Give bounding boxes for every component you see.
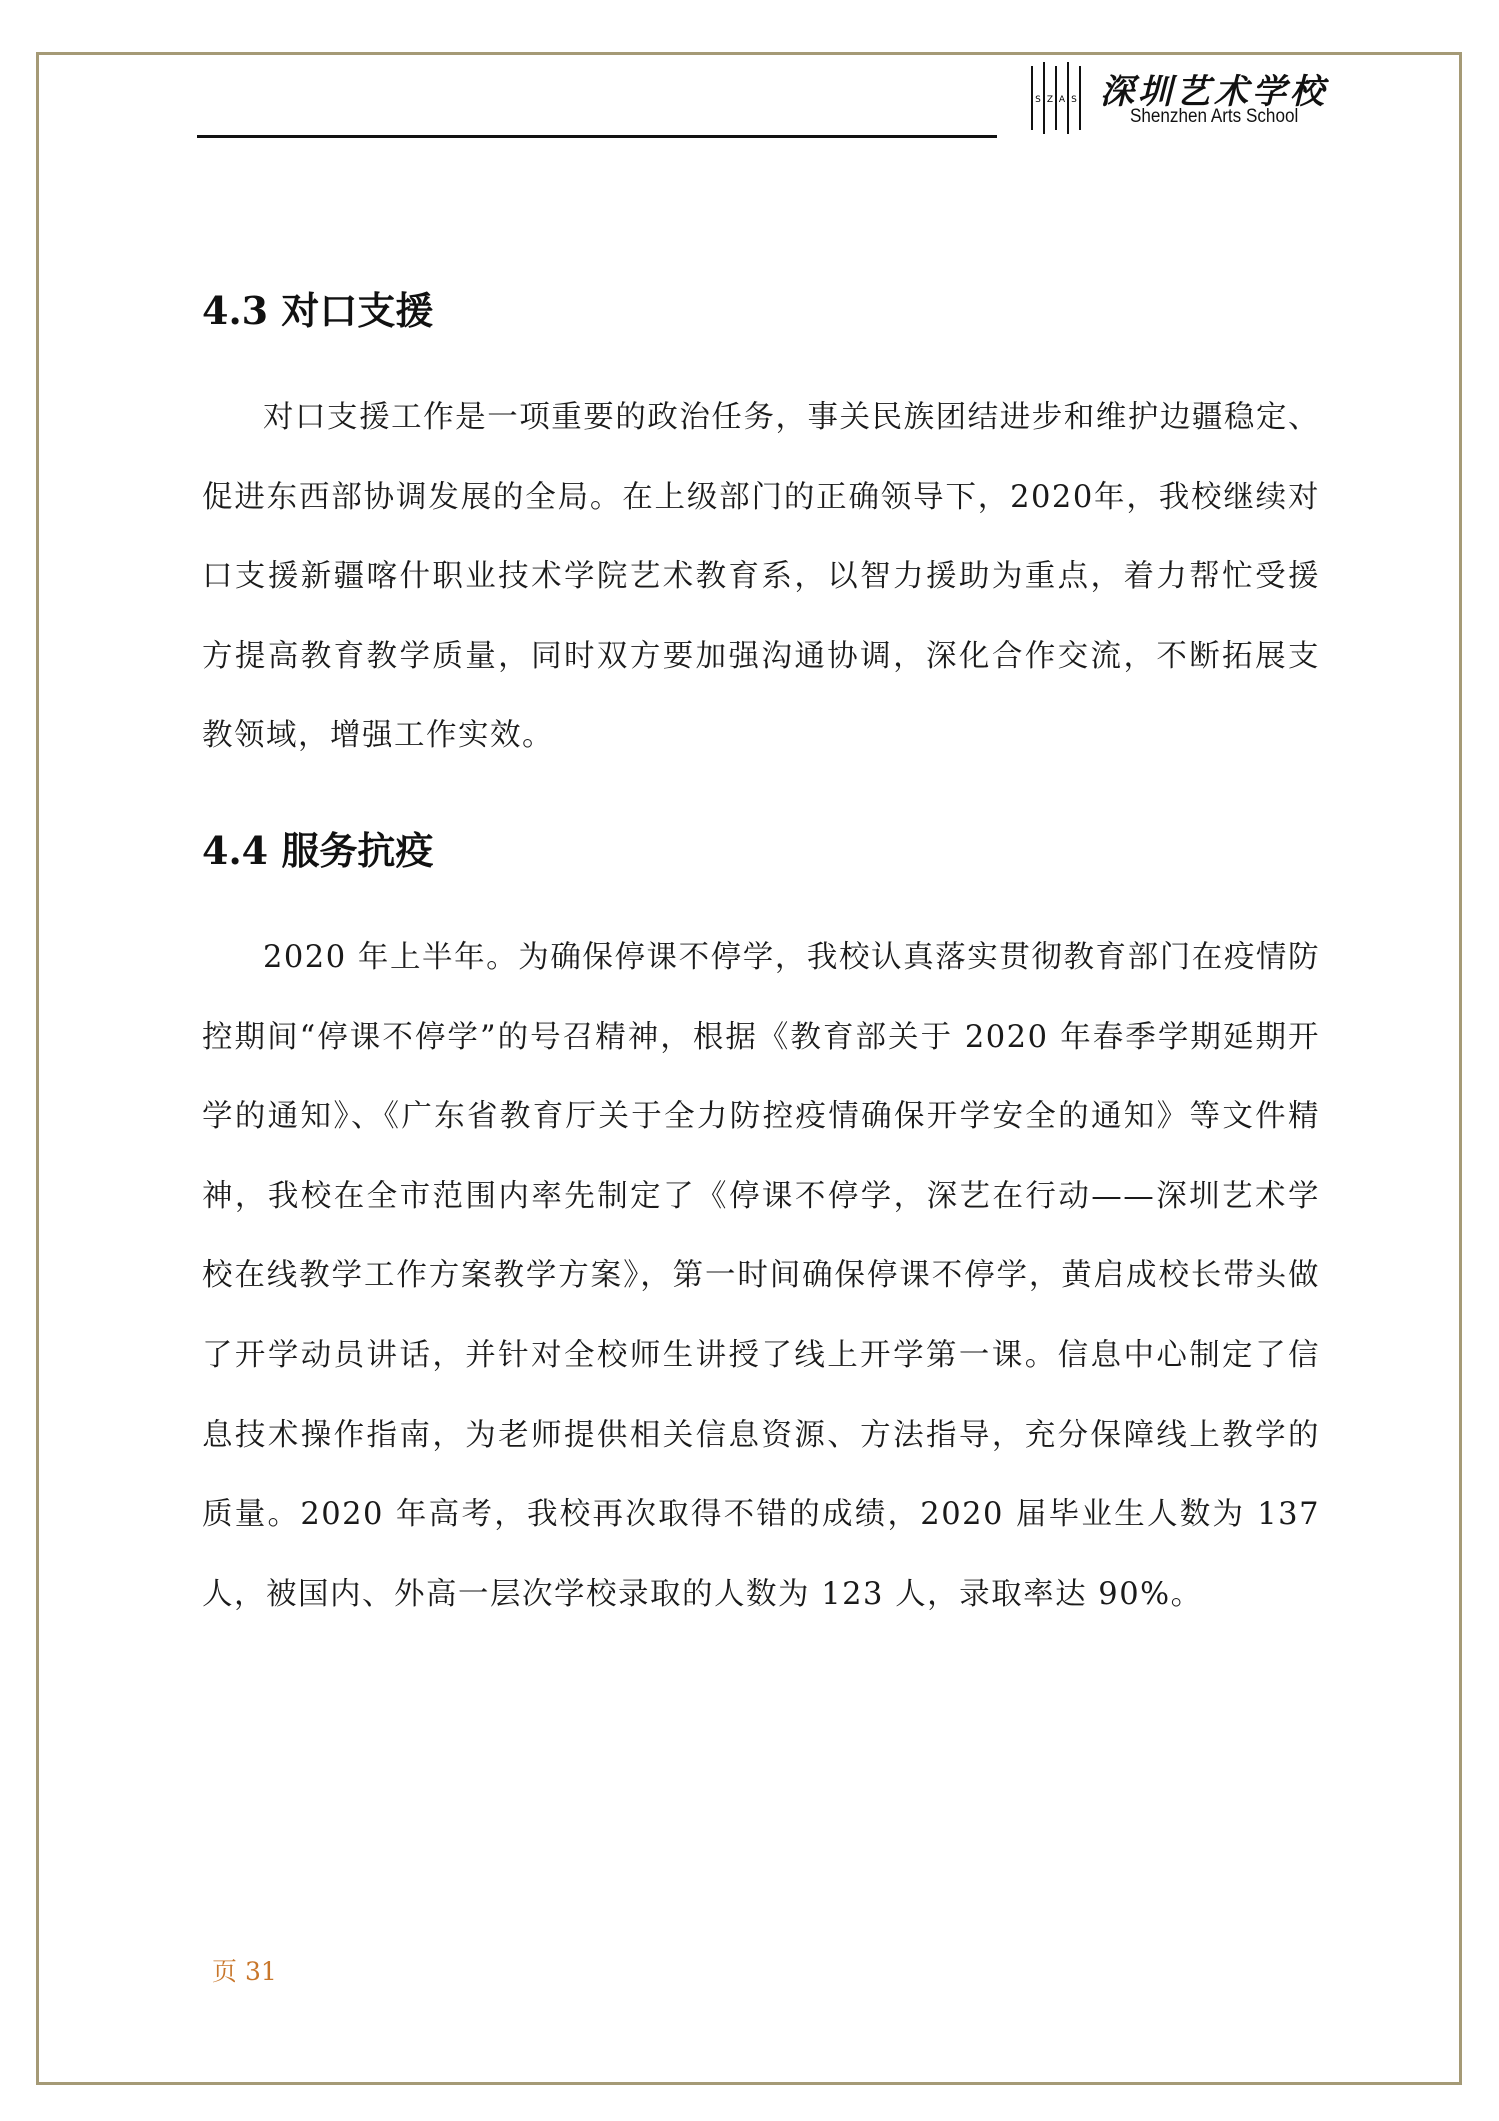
logo-mark-letter: S [1035,95,1041,105]
logo-chinese-name: 深圳艺术学校 [1100,72,1328,112]
logo-mark-letter: A [1058,95,1066,105]
section-paragraph: 对口支援工作是一项重要的政治任务，事关民族团结进步和维护边疆稳定、促进东西部协调发展的全局。在上级部门的正确领导下，2020年，我校继续对口支援新疆喀什职业技术学院艺术教育系，以智力援助为重点，着力帮忙受援方提高教育教学质量，同时双方要加强沟通协调，深化合作交流，不断拓展支教领域，增强工作实效。 [202,400,1320,754]
logo-mark-icon [1030,62,1082,134]
school-logo [1030,62,1328,134]
header-divider [197,135,997,138]
logo-english-name: Shenzhen Arts School [1130,106,1299,127]
logo-mark-letter: S [1071,95,1077,105]
section-heading: 4.4 服务抗疫 [202,828,434,873]
section-paragraph: 2020 年上半年。为确保停课不停学，我校认真落实贯彻教育部门在疫情防控期间“停课不停学”的号召精神，根据《教育部关于 2020 年春季学期延期开学的通知》、《广东省教育厅关于全力防控疫情确保开学安全的通知》等文件精神，我校在全市范围内率先制定了《停课不停学，深艺在行动——深圳艺术学校在线教学工作方案教学方案》，第一时间确保停课不停学，黄启成校长带头做了开学动员讲话，并针对全校师生讲授了线上开学第一课。信息中心制定了信息技术操作指南，为老师提供相关信息资源、方法指导，充分保障线上教学的质量。2020 年高考，我校再次取得不错的成绩，2020 届毕业生人数为 137 人，被国内、外高一层次学校录取的人数为 123 人，录取率达 90%。 [202,940,1320,1612]
page-number: 页 31 [212,1957,277,1986]
logo-mark-letter: Z [1046,95,1054,105]
section-heading: 4.3 对口支援 [202,288,434,333]
